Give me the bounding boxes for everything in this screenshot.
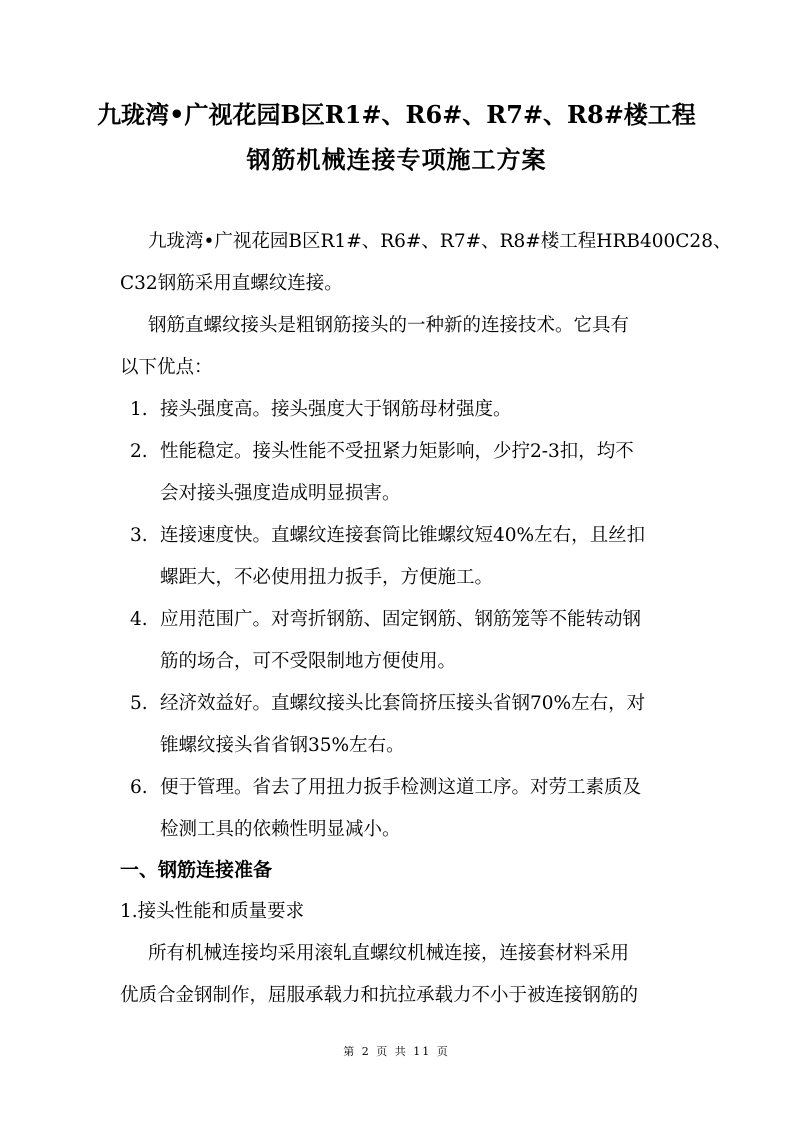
- list-item-text: 会对接头强度造成明显损害。: [160, 483, 401, 504]
- intro-paragraph-1-line-1: 九珑湾•广视花园B区R1#、R6#、R7#、R8#楼工程HRB400C28、: [148, 231, 732, 252]
- subsection-heading: 1.接头性能和质量要求: [120, 901, 305, 922]
- list-item-text: 连接速度快。直螺纹连接套筒比锥螺纹短40%左右，且丝扣: [160, 525, 646, 546]
- document-title-line1: 九珑湾•广视花园B区R1#、R6#、R7#、R8#楼工程: [97, 100, 696, 129]
- section-heading: 一、钢筋连接准备: [120, 859, 273, 881]
- intro-paragraph-2-line-2: 以下优点：: [120, 357, 213, 378]
- list-item-text: 接头强度高。接头强度大于钢筋母材强度。: [160, 399, 512, 420]
- list-item-text: 筋的场合，可不受限制地方便使用。: [160, 651, 457, 672]
- list-item-number: 1.: [130, 399, 148, 420]
- list-item-text: 锥螺纹接头省省钢35%左右。: [160, 735, 405, 756]
- page-footer: 第 2 页 共 11 页: [343, 1045, 450, 1058]
- list-item-text: 应用范围广。对弯折钢筋、固定钢筋、钢筋笼等不能转动钢: [160, 609, 642, 630]
- section-paragraph-line-2: 优质合金钢制作，屈服承载力和抗拉承载力不小于被连接钢筋的: [120, 985, 639, 1006]
- list-item-text: 螺距大，不必使用扭力扳手，方便施工。: [160, 567, 494, 588]
- list-item-text: 检测工具的依赖性明显减小。: [160, 819, 401, 840]
- intro-paragraph-1-line-2: C32钢筋采用直螺纹连接。: [120, 273, 343, 294]
- list-item-text: 便于管理。省去了用扭力扳手检测这道工序。对劳工素质及: [160, 777, 642, 798]
- document-title-line2: 钢筋机械连接专项施工方案: [246, 145, 547, 174]
- list-item-text: 经济效益好。直螺纹接头比套筒挤压接头省钢70%左右，对: [160, 693, 646, 714]
- intro-paragraph-2-line-1: 钢筋直螺纹接头是粗钢筋接头的一种新的连接技术。它具有: [148, 315, 630, 336]
- list-item-text: 性能稳定。接头性能不受扭紧力矩影响，少拧2-3扣，均不: [160, 441, 634, 462]
- list-item-number: 4.: [130, 609, 148, 630]
- list-item-number: 3.: [130, 525, 148, 546]
- list-item-number: 2.: [130, 441, 148, 462]
- list-item-number: 6.: [130, 777, 148, 798]
- list-item-number: 5.: [130, 693, 148, 714]
- section-paragraph-line-1: 所有机械连接均采用滚轧直螺纹机械连接，连接套材料采用: [148, 943, 630, 964]
